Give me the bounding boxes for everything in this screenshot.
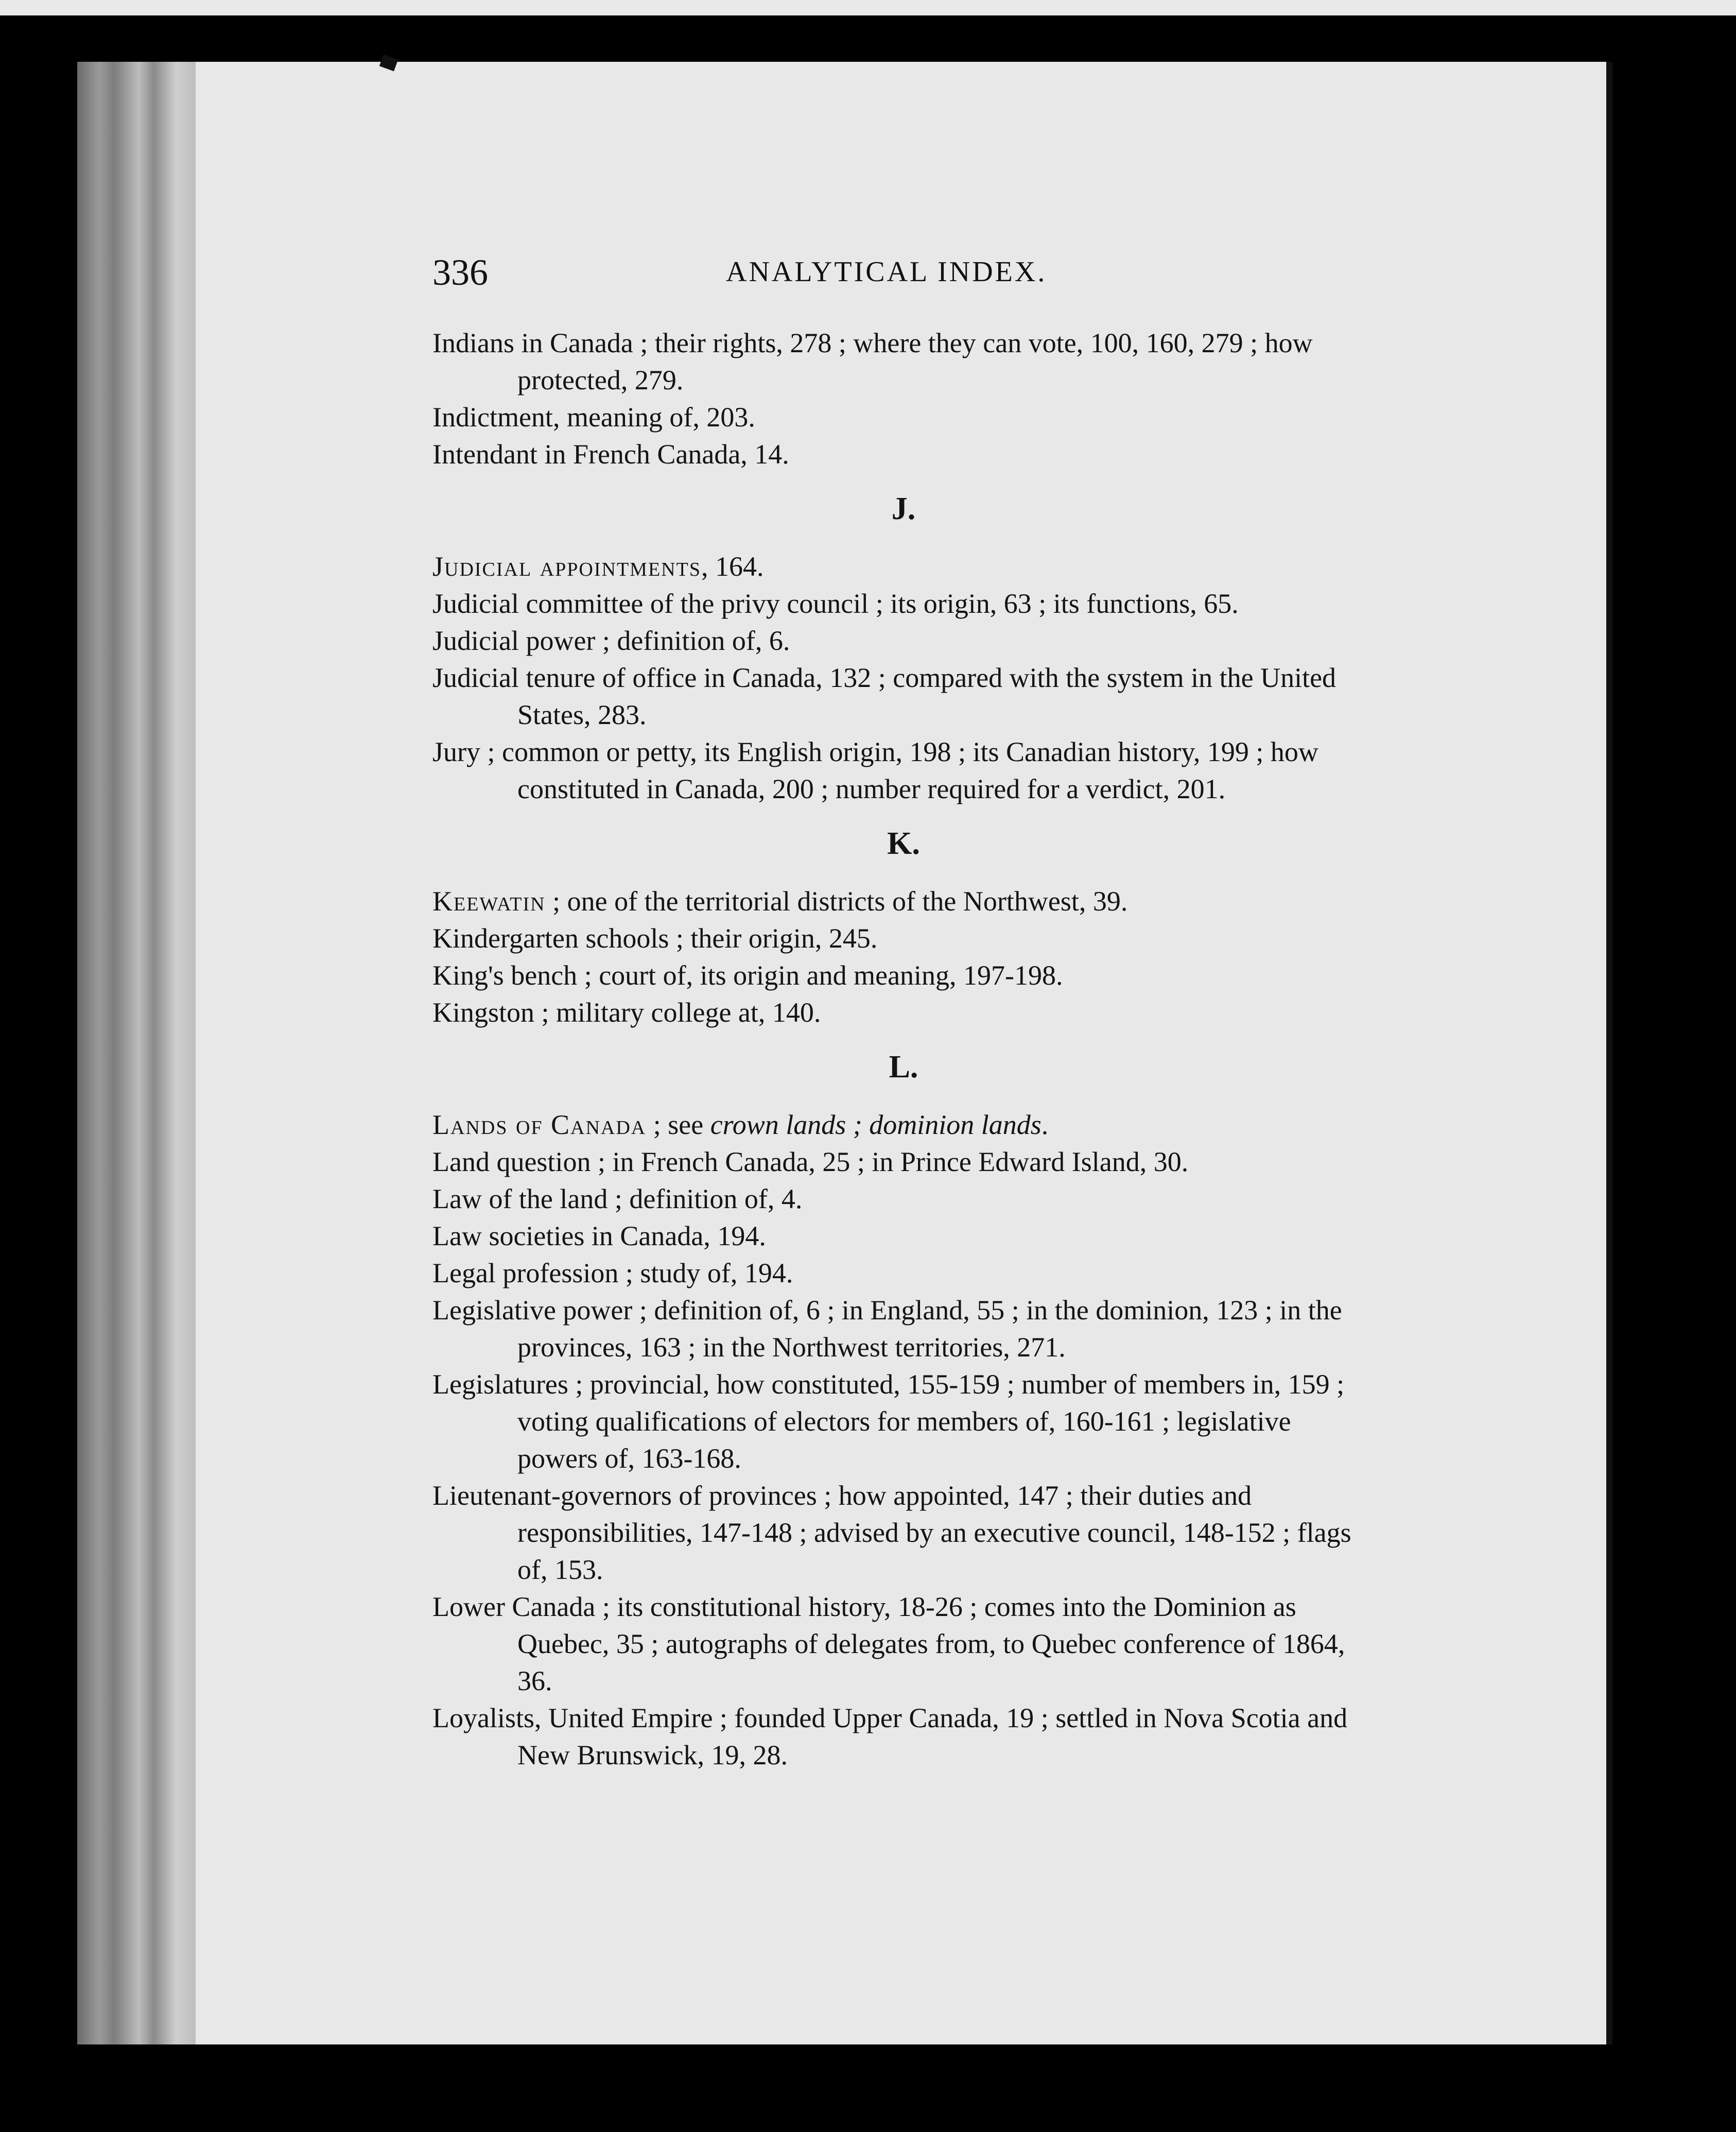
index-entry — [432, 1254, 1375, 1292]
entry-text: ; common or petty, its English origin, 198 ; its Canadian history, 199 ; how constituted in Canada, 200 ; number required for a verdict, 201. — [480, 736, 1318, 804]
entry-text: ; definition of, 4. — [607, 1183, 803, 1214]
index-entry — [432, 399, 1375, 436]
page-right-edge — [1606, 62, 1612, 2044]
entry-heading: Intendant — [432, 439, 537, 470]
entry-text: , meaning of, 203. — [552, 402, 755, 433]
entry-heading: Keewatin — [432, 886, 546, 917]
index-entry — [432, 324, 1375, 399]
entry-heading: Land question — [432, 1146, 591, 1177]
index-entry — [432, 659, 1375, 733]
entry-text: ; their rights, 278 ; where they can vote, 100, 160, 279 ; how protected, 279. — [517, 328, 1313, 396]
entry-heading: Legislative power — [432, 1295, 633, 1326]
entry-heading: Judicial committee — [432, 588, 644, 619]
index-entry — [432, 1217, 1375, 1254]
entry-heading: Indians in Canada — [432, 328, 633, 358]
entry-text: ; military college at, 140. — [534, 997, 821, 1028]
entry-text: in Canada, 194. — [584, 1220, 766, 1251]
entry-text: ; definition of, 6 ; in England, 55 ; in the dominion, 123 ; in the provinces, 163 ; in the Northwest territories, 271. — [517, 1295, 1342, 1363]
entry-heading: Lieutenant-governors — [432, 1480, 672, 1511]
entry-text: ; study of, 194. — [618, 1258, 793, 1288]
entry-heading: Law of the land — [432, 1183, 608, 1214]
entry-text: ; its constitutional history, 18-26 ; comes into the Dominion as Quebec, 35 ; autographs of delegates from, to Quebec conference of 1864, 36. — [517, 1591, 1345, 1696]
index-entry — [432, 548, 1375, 585]
entry-text: ; one of the territorial districts of the Northwest, 39. — [545, 886, 1128, 917]
index-entry — [432, 1292, 1375, 1366]
scan-right-border — [1612, 62, 1736, 2044]
index-entry — [432, 920, 1375, 957]
entry-heading: Lands of Canada — [432, 1109, 647, 1140]
entry-heading: Lower Canada — [432, 1591, 596, 1622]
index-entry — [432, 994, 1375, 1031]
entry-text: ; definition of, 6. — [595, 625, 790, 656]
index-entry — [432, 622, 1375, 659]
index-entry — [432, 1106, 1375, 1143]
entry-heading: Loyalists — [432, 1703, 534, 1733]
running-title: ANALYTICAL INDEX. — [726, 256, 1047, 288]
entry-heading: Legal profession — [432, 1258, 619, 1288]
entry-tail: . — [1041, 1109, 1049, 1140]
section-letter: J. — [891, 491, 916, 526]
index-entry — [432, 883, 1375, 920]
entry-heading: Jury — [432, 736, 480, 767]
entry-heading: Legislatures — [432, 1369, 568, 1400]
entry-heading: Kindergarten schools — [432, 923, 669, 954]
entry-heading: Judicial appointments — [432, 551, 701, 582]
index-entry — [432, 957, 1375, 994]
entry-text: of provinces ; how appointed, 147 ; their duties and responsibilities, 147-148 ; advised by an executive council, 148-152 ; flags of, 153. — [517, 1480, 1351, 1585]
entry-heading: Judicial power — [432, 625, 596, 656]
index-entry — [432, 1588, 1375, 1699]
index-entry — [432, 1180, 1375, 1217]
entry-text: , 164. — [701, 551, 764, 582]
index-entry — [432, 1477, 1375, 1588]
entry-heading: King's bench — [432, 960, 578, 991]
scan-top-border — [0, 0, 1736, 15]
entry-text: ; in French Canada, 25 ; in Prince Edward Island, 30. — [591, 1146, 1189, 1177]
entry-heading: Kingston — [432, 997, 535, 1028]
index-entry — [432, 1366, 1375, 1477]
entry-text: of office in Canada, 132 ; compared with the system in the United States, 283. — [517, 662, 1336, 730]
index-entry — [432, 436, 1375, 473]
entry-text: ; provincial, how constituted, 155-159 ; number of members in, 159 ; voting qualifications of electors for members of, 160-161 ; legislative powers of, 163-168. — [517, 1369, 1345, 1474]
scan-binding-edge — [77, 62, 201, 2044]
entry-text: ; their origin, 245. — [669, 923, 878, 954]
entry-heading: Judicial tenure — [432, 662, 596, 693]
entry-cross-reference: crown lands ; dominion lands — [710, 1109, 1041, 1140]
section-letter: L. — [889, 1050, 918, 1085]
entry-heading: Law societies — [432, 1220, 585, 1251]
entry-text: , United Empire ; founded Upper Canada, 19 ; settled in Nova Scotia and New Brunswick, 19, 28. — [517, 1703, 1348, 1770]
scan-top-shadow — [0, 15, 1736, 62]
entry-text: ; court of, its origin and meaning, 197-198. — [577, 960, 1063, 991]
entry-heading: Indictment — [432, 402, 553, 433]
page-number: 336 — [432, 252, 488, 293]
entry-text: in French Canada, 14. — [537, 439, 789, 470]
entry-text: of the privy council ; its origin, 63 ; its functions, 65. — [643, 588, 1239, 619]
index-entry — [432, 585, 1375, 622]
entry-text: ; see — [646, 1109, 710, 1140]
index-body — [432, 324, 1375, 1774]
scan-bottom-border — [0, 2044, 1736, 2132]
section-letter: K. — [887, 826, 920, 861]
index-entry — [432, 733, 1375, 807]
page-header — [432, 251, 1462, 293]
index-entry — [432, 1699, 1375, 1774]
index-entry — [432, 1143, 1375, 1180]
